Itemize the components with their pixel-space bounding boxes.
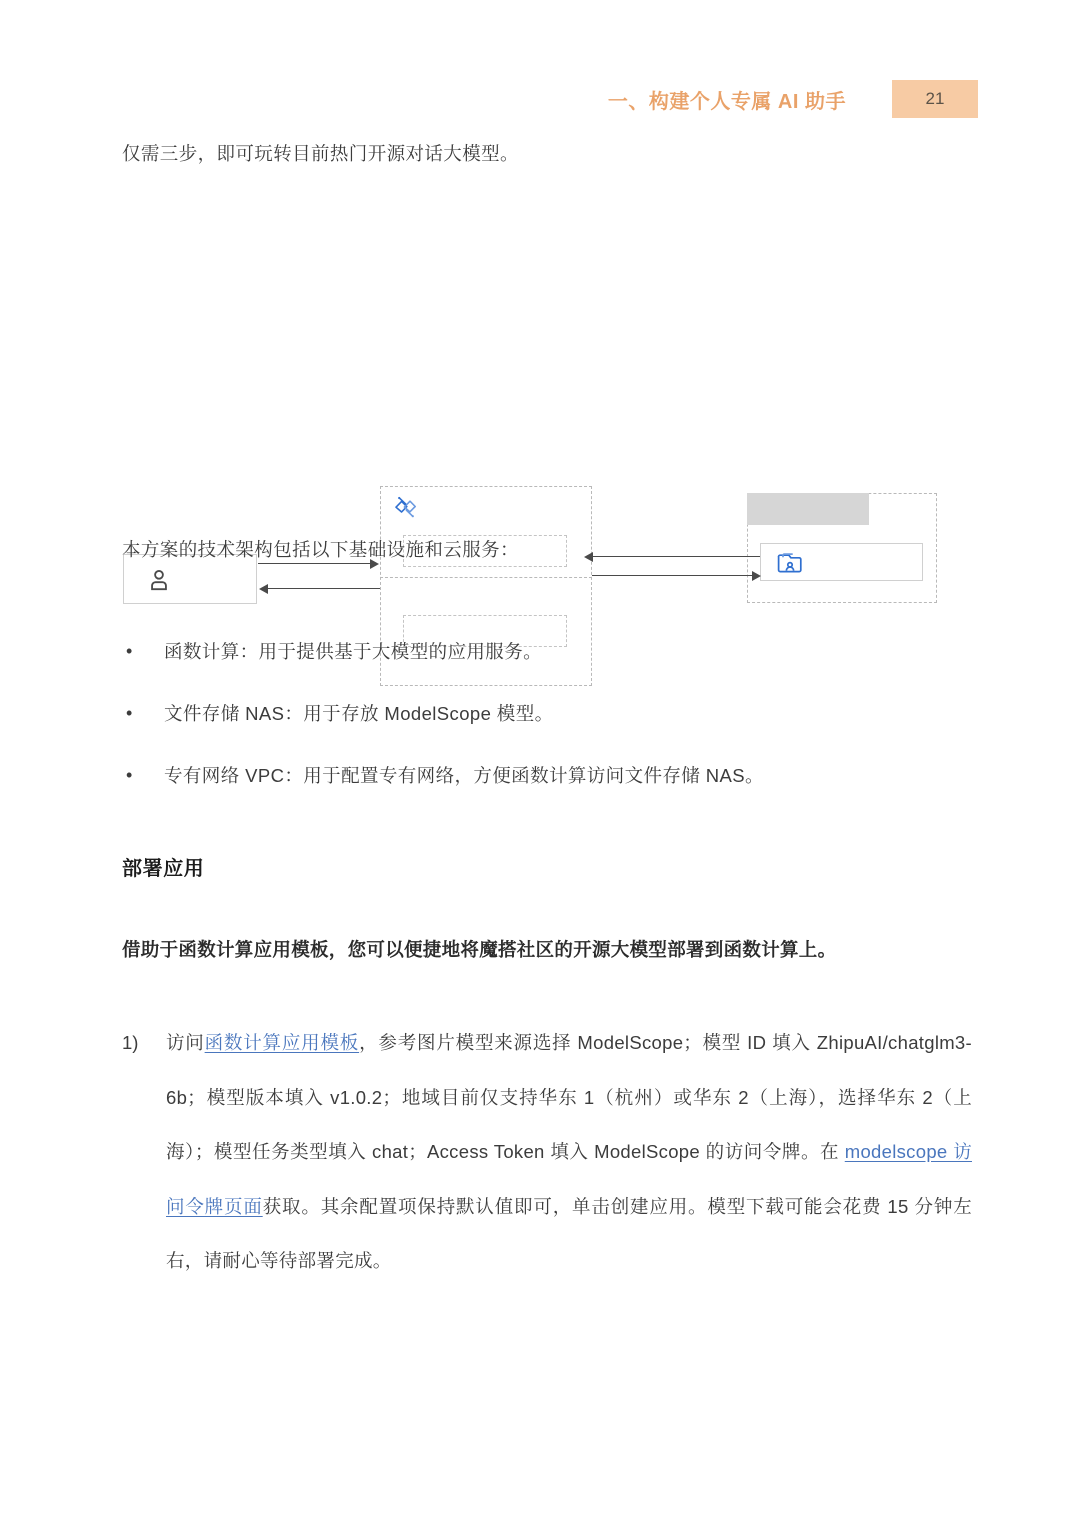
fc-template-link[interactable]: 函数计算应用模板 xyxy=(204,1032,360,1053)
list-item xyxy=(122,762,1002,790)
intro-paragraph: 仅需三步，即可玩转目前热门开源对话大模型。 xyxy=(122,143,519,164)
section-heading: 部署应用 xyxy=(122,858,205,880)
step-text-part-2: ，参考图片模型来源选择 ModelScope；模型 ID 填入 ZhipuAI/chatglm3-6b；模型版本填入 v1.0.2；地域目前仅支持华东 1（杭州）或华东 2（上海），选择华东 2（上海）；模型任务类型填入 chat；Access Token 填入 ModelScope 的访问令牌。在 xyxy=(166,1032,972,1163)
diagram-fc-divider xyxy=(380,577,592,578)
bullet-text: 专有网络 VPC：用于配置专有网络，方便函数计算访问文件存储 NAS。 xyxy=(164,764,764,786)
arrow-nas-to-fc-head xyxy=(584,552,593,562)
list-item xyxy=(122,1016,972,1289)
chapter-title: 一、构建个人专属 AI 助手 xyxy=(607,90,846,113)
architecture-lead-paragraph: 本方案的技术架构包括以下基础设施和云服务： xyxy=(122,539,519,560)
arrow-fc-to-user-line xyxy=(268,588,380,589)
step-text xyxy=(166,1016,972,1289)
bullet-text: 函数计算：用于提供基于大模型的应用服务。 xyxy=(164,641,543,662)
bullet-text: 文件存储 NAS：用于存放 ModelScope 模型。 xyxy=(164,702,554,724)
page-header xyxy=(0,78,1080,120)
arrow-fc-to-nas-head xyxy=(752,571,761,581)
diagram-nas-redacted-label xyxy=(747,493,869,525)
function-compute-logo-icon xyxy=(392,494,420,520)
nas-folder-icon xyxy=(776,551,804,575)
infrastructure-bullet-list xyxy=(122,638,1002,823)
step-text-part-3: 获取。其余配置项保持默认值即可，单击创建应用。模型下载可能会花费 15 分钟左右，请耐心等待部署完成。 xyxy=(166,1195,972,1272)
bullet-marker: • xyxy=(126,702,133,723)
user-icon xyxy=(146,567,172,593)
arrow-nas-to-fc-line xyxy=(592,556,760,557)
bullet-marker: • xyxy=(126,764,133,785)
list-item xyxy=(122,638,1002,666)
bullet-marker: • xyxy=(126,641,133,661)
step-text-part-1: 访问 xyxy=(166,1032,205,1053)
deployment-step-list xyxy=(122,1016,972,1289)
list-item xyxy=(122,700,1002,728)
modelscope-token-link[interactable]: modelscope 访问令牌页面 xyxy=(166,1141,972,1217)
arrow-fc-to-nas-line xyxy=(592,575,752,576)
architecture-diagram xyxy=(0,230,1080,490)
step-marker: 1) xyxy=(122,1032,139,1053)
page-number-badge: 21 xyxy=(892,80,978,118)
section-bold-paragraph: 借助于函数计算应用模板，您可以便捷地将魔搭社区的开源大模型部署到函数计算上。 xyxy=(122,939,837,960)
arrow-fc-to-user-head xyxy=(259,584,268,594)
